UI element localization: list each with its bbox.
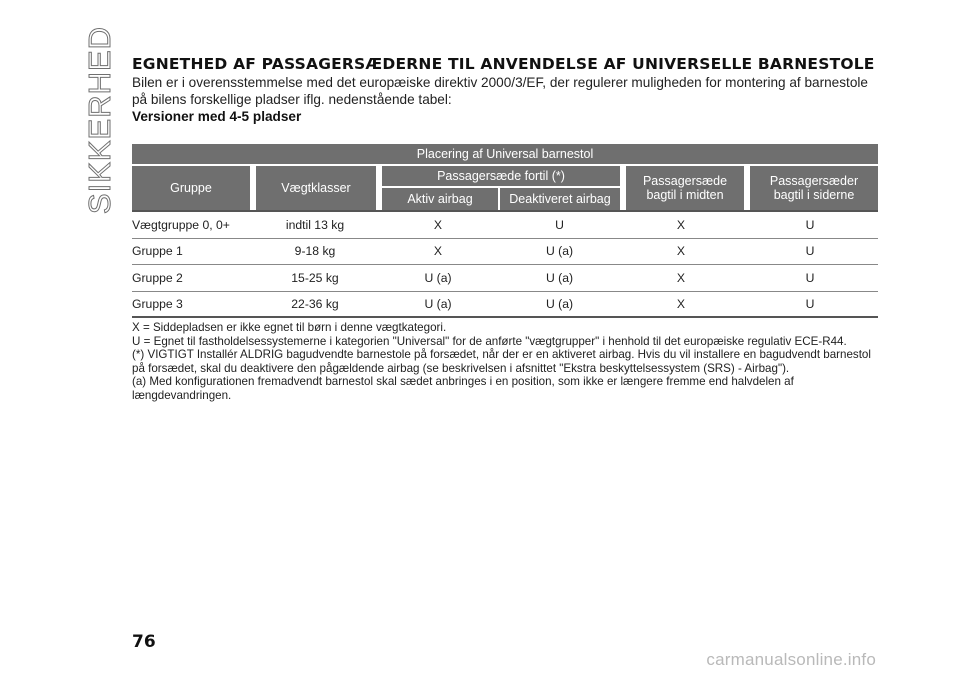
versions-subheading: Versioner med 4-5 pladser <box>132 109 302 124</box>
watermark: carmanualsonline.info <box>706 650 876 669</box>
cell-gruppe: Gruppe 3 <box>132 296 183 311</box>
cell-midten: X <box>676 244 686 259</box>
note-important: (*) VIGTIGT Installér ALDRIG bagudvendte barnestole på forsædet, når der er en aktiveret airbag. Hvis du vil installere en bagudvendt barnestol på forsædet, skal du deaktivere den pågældende airbag (se beskrivelsen i afsnittet "Ekstra beskyttelsessystem (SRS) - Airbag"). <box>132 348 871 375</box>
intro-paragraph: Bilen er i overensstemmelse med det europæiske direktiv 2000/3/EF, der regulerer muligheden for montering af barnestole på bilens forskellige pladser iflg. nedenstående tabel: <box>132 75 868 107</box>
cell-aktiv: X <box>433 217 443 232</box>
cell-vaegt: indtil 13 kg <box>285 217 345 232</box>
table-row <box>132 265 878 292</box>
table-row <box>132 212 878 239</box>
cell-gruppe: Gruppe 2 <box>132 270 183 285</box>
header-deaktiveret-airbag: Deaktiveret airbag <box>500 188 620 210</box>
header-passagersaede-fortil: Passagersæde fortil (*) <box>382 166 620 186</box>
cell-midten: X <box>676 217 686 232</box>
cell-aktiv: X <box>433 244 443 259</box>
cell-deaktiveret: U (a) <box>545 244 574 259</box>
cell-gruppe: Gruppe 1 <box>132 244 183 259</box>
table-title-header: Placering af Universal barnestol <box>132 144 878 164</box>
section-label-text: SIKKERHED <box>82 25 118 215</box>
cell-siderne: U <box>805 270 815 285</box>
header-bagtil-siderne: Passagersæder bagtil i siderne <box>750 166 878 210</box>
table-notes <box>132 321 878 403</box>
cell-deaktiveret: U (a) <box>545 296 574 311</box>
cell-vaegt: 22-36 kg <box>291 296 339 311</box>
cell-aktiv: U (a) <box>424 296 452 311</box>
note-u: U = Egnet til fastholdelsessystemerne i kategorien "Universal" for de anførte "vægtgrupper" i henhold til det europæiske regulativ ECE-R44. <box>132 334 847 348</box>
header-vaegtklasser: Vægtklasser <box>256 166 376 210</box>
cell-siderne: U <box>805 296 815 311</box>
table-row <box>132 239 878 266</box>
cell-gruppe: Vægtgruppe 0, 0+ <box>132 217 230 232</box>
cell-vaegt: 9-18 kg <box>294 244 336 259</box>
cell-deaktiveret: U <box>555 217 564 232</box>
table-column-headers <box>132 164 878 210</box>
cell-deaktiveret: U (a) <box>545 270 574 285</box>
child-seat-table <box>132 144 878 318</box>
note-x: X = Siddepladsen er ikke egnet til børn i denne vægtkategori. <box>132 321 447 334</box>
note-a: (a) Med konfigurationen fremadvendt barnestol skal sædet anbringes i en position, som ikke er længere fremme end halvdelen af længdevandringen. <box>132 375 794 402</box>
section-heading: EGNETHED AF PASSAGERSÆDERNE TIL ANVENDELSE AF UNIVERSELLE BARNESTOLE <box>132 55 875 73</box>
cell-siderne: U <box>805 244 815 259</box>
cell-aktiv: U (a) <box>424 270 452 285</box>
header-bagtil-midten: Passagersæde bagtil i midten <box>626 166 744 210</box>
cell-siderne: U <box>805 217 815 232</box>
header-aktiv-airbag: Aktiv airbag <box>382 188 498 210</box>
section-label <box>70 25 130 215</box>
cell-midten: X <box>676 270 686 285</box>
header-gruppe: Gruppe <box>132 166 250 210</box>
cell-vaegt: 15-25 kg <box>291 270 339 285</box>
cell-midten: X <box>676 296 686 311</box>
page-content <box>132 56 878 403</box>
page-number: 76 <box>132 632 156 652</box>
table-row <box>132 292 878 319</box>
